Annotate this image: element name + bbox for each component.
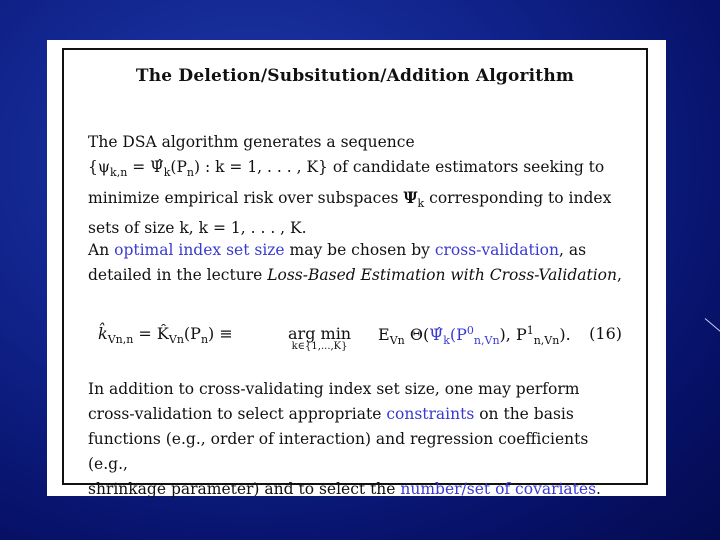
p1-line4: sets of size k, k = 1, . . . , K. [88, 219, 307, 237]
slide-frame [62, 48, 648, 498]
p1-line2: {$\psi_{k,n}$ = $\Psî_k(P_n)$ : k = 1, . . . , K} of candidate estimators seeking to [88, 158, 605, 179]
equation-lhs: $k̂_{Vn,n}$ = $K̂_{Vn}(P_n)$ ≡ [98, 324, 233, 346]
lecture-title: Loss-Based Estimation with Cross-Validation [267, 266, 617, 284]
slide-title: The Deletion/Subsitution/Addition Algorithm [135, 66, 575, 86]
paragraph-additional-cv: In addition to cross-validating index set size, one may perform cross-validation to select appropriate constraints on the basis functions (e.g., order of interaction) and regression coefficients (e.g., shrinkage parameter) and to select the number/set of covariates. [88, 380, 601, 498]
equation-16 [88, 320, 628, 370]
equation-rhs: $E_{Vn}$ $\Theta(\Psî_k(P^0_{n,Vn})$, $P^1_{n,Vn}$). [378, 324, 571, 347]
link-number-set-of-covariates[interactable]: number/set of covariates [400, 480, 597, 498]
link-optimal-index-set-size[interactable]: optimal index set size [114, 241, 285, 259]
p1-line3: minimize empirical risk over subspaces $\Psi_k$ corresponding to index [88, 188, 612, 210]
paragraph-dsa-description [88, 130, 628, 241]
link-cross-validation[interactable]: cross-validation [434, 241, 559, 259]
equation-number: (16) [589, 324, 622, 343]
link-constraints[interactable]: constraints [386, 405, 475, 423]
p1-line1: The DSA algorithm generates a sequence [88, 133, 415, 151]
slide-panel [47, 40, 666, 496]
equation-argmin: arg min k∈{1,...,K} [288, 324, 352, 352]
paragraph-cross-validation: An optimal index set size may be chosen by cross-validation, as detailed in the lecture Loss-Based Estimation with Cross-Validation, [88, 241, 622, 284]
decorative-line [705, 318, 720, 335]
